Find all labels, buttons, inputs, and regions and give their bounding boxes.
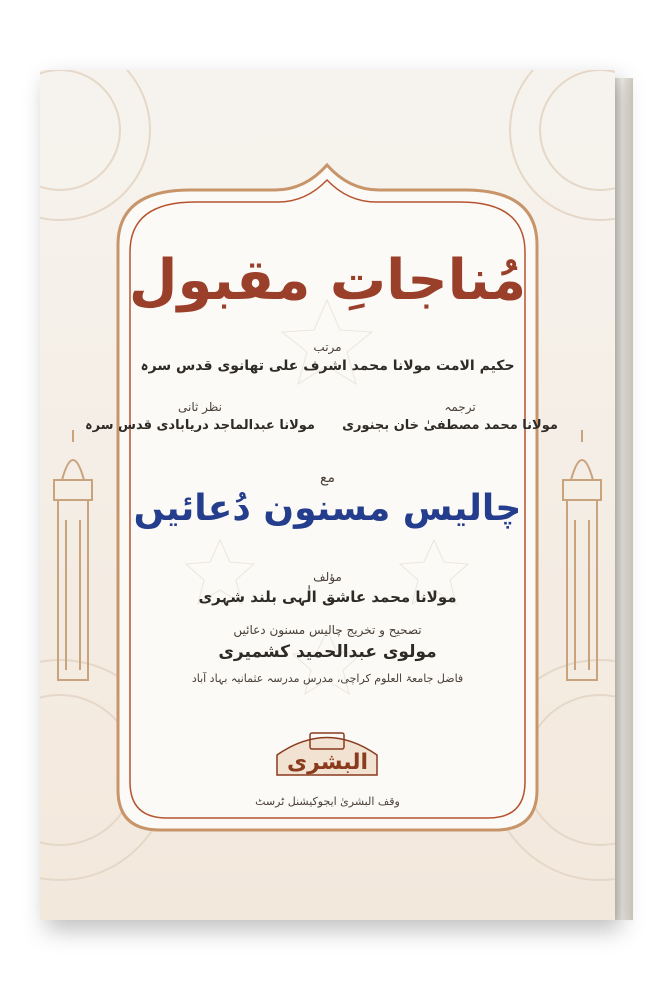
publisher-name: وقف البشریٰ ایجوکیشنل ٹرسٹ <box>255 795 400 808</box>
publisher-logo-text: البشری <box>286 750 369 775</box>
translator-name: مولانا محمد مصطفیٰ خان بجنوری <box>342 418 558 433</box>
editor-label: تصحیح و تخریج چالیس مسنون دعائیں <box>233 623 422 637</box>
compiler-name: حکیم الامت مولانا محمد اشرف علی تھانوی قدس سرہ <box>140 358 515 374</box>
compiler-label: مرتب <box>313 340 342 354</box>
book-spine <box>615 78 633 920</box>
book-subtitle: چالیس مسنون دُعائیں <box>133 488 522 529</box>
editor-description: فاضل جامعۃ العلوم کراچی، مدرس مدرسہ عثمانیہ بہاد آباد <box>191 672 464 685</box>
with-label: مع <box>320 470 335 486</box>
reviewer-name: مولانا عبدالماجد دریابادی قدس سرہ <box>85 418 315 433</box>
author-name: مولانا محمد عاشق الٰہی بلند شہری <box>198 588 457 606</box>
book <box>40 70 615 920</box>
book-cover <box>40 70 615 920</box>
editor-name: مولوی عبدالحمید کشمیری <box>218 642 437 662</box>
author-label: مؤلف <box>313 570 342 584</box>
book-title: مُناجاتِ مقبول <box>128 248 527 313</box>
translator-label: ترجمہ <box>444 400 476 414</box>
reviewer-label: نظر ثانی <box>178 400 222 414</box>
